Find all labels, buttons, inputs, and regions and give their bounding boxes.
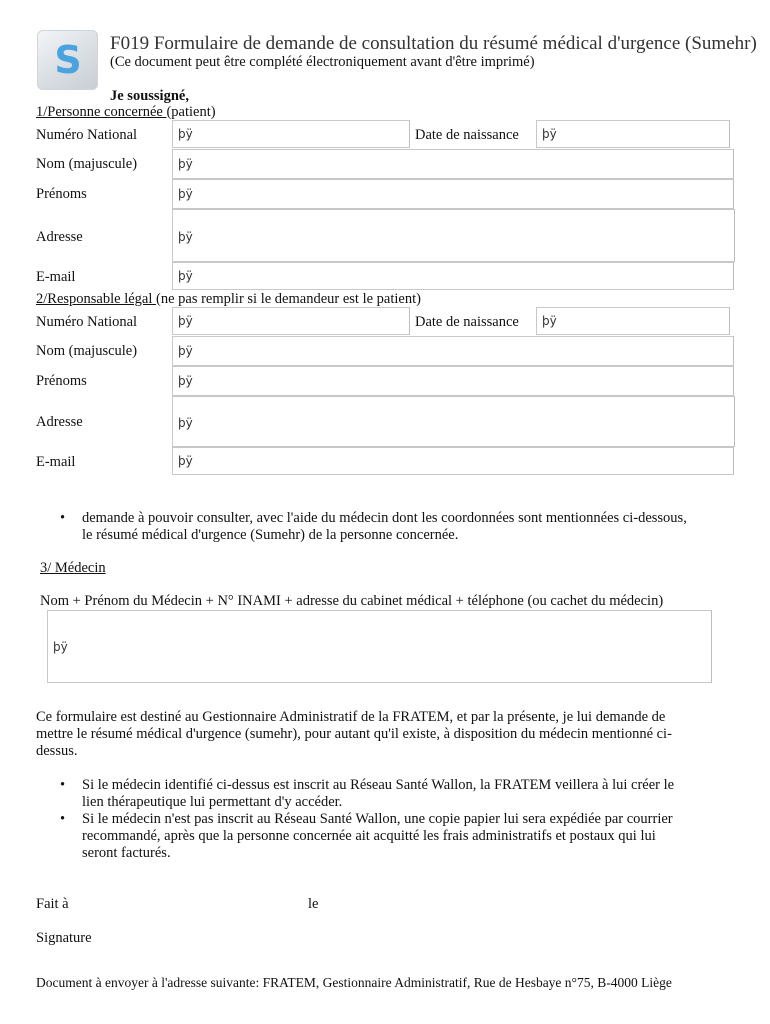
- bullet-icon: •: [60, 811, 66, 827]
- s2-firstnames-label: Prénoms: [36, 373, 87, 389]
- s1-address-label: Adresse: [36, 229, 83, 245]
- s2-email-field[interactable]: þÿ: [172, 447, 734, 475]
- doctor-field[interactable]: þÿ: [47, 610, 712, 683]
- section1-heading: 1/Personne concernée (patient): [36, 104, 216, 120]
- s2-firstnames-field[interactable]: þÿ: [172, 366, 734, 396]
- intro-text: Je soussigné,: [110, 88, 189, 104]
- s1-firstnames-field[interactable]: þÿ: [172, 179, 734, 209]
- doctor-label: Nom + Prénom du Médecin + N° INAMI + adresse du cabinet médical + téléphone (ou cachet du médecin): [40, 593, 664, 609]
- s2-email-label: E-mail: [36, 454, 76, 470]
- list-item: • Si le médecin n'est pas inscrit au Réseau Santé Wallon, une copie papier lui sera expédiée par courrier recommandé, après que la personne concernée ait acquitté les frais administratifs et postaux qui lui seront facturés.: [60, 811, 673, 861]
- s2-name-label: Nom (majuscule): [36, 343, 138, 359]
- list-item: • demande à pouvoir consulter, avec l'aide du médecin dont les coordonnées sont mentionnées ci-dessous, le résumé médical d'urgence (Sumehr) de la personne concernée.: [60, 510, 687, 543]
- s2-name-field[interactable]: þÿ: [172, 336, 734, 366]
- s2-address-label: Adresse: [36, 414, 83, 430]
- place-label: Fait à: [36, 896, 69, 912]
- section3-heading: 3/ Médecin: [40, 560, 106, 576]
- form-title: F019 Formulaire de demande de consultation du résumé médical d'urgence (Sumehr): [110, 33, 757, 54]
- section2-heading: 2/Responsable légal (ne pas remplir si le demandeur est le patient): [36, 291, 421, 307]
- list-item: • Si le médecin identifié ci-dessus est inscrit au Réseau Santé Wallon, la FRATEM veillera à lui créer le lien thérapeutique lui permettant d'y accéder.: [60, 777, 675, 810]
- footer-address: Document à envoyer à l'adresse suivante: FRATEM, Gestionnaire Administratif, Rue de Hesbaye n°75, B-4000 Liège: [36, 975, 672, 990]
- conditions-list: [36, 777, 756, 862]
- date-label: le: [308, 896, 319, 912]
- s1-birth-field[interactable]: þÿ: [536, 120, 730, 148]
- s1-name-label: Nom (majuscule): [36, 156, 138, 172]
- s1-birth-label: Date de naissance: [415, 127, 519, 143]
- s1-email-field[interactable]: þÿ: [172, 262, 734, 290]
- signature-label: Signature: [36, 930, 92, 946]
- purpose-paragraph: Ce formulaire est destiné au Gestionnaire Administratif de la FRATEM, et par la présente, je lui demande de mettre le résumé médical d'urgence (sumehr), pour autant qu'il existe, à disposition du médecin mentionné ci- dessus.: [36, 709, 672, 759]
- s2-national-label: Numéro National: [36, 314, 138, 330]
- logo-letter: S: [54, 38, 82, 82]
- s1-national-field[interactable]: þÿ: [172, 120, 410, 148]
- s1-national-label: Numéro National: [36, 127, 138, 143]
- s1-firstnames-label: Prénoms: [36, 186, 87, 202]
- s1-email-label: E-mail: [36, 269, 76, 285]
- form-subtitle: (Ce document peut être complété électroniquement avant d'être imprimé): [110, 54, 535, 70]
- request-bullet: [36, 510, 756, 544]
- s2-birth-label: Date de naissance: [415, 314, 519, 330]
- s2-birth-field[interactable]: þÿ: [536, 307, 730, 335]
- sumehr-logo: [37, 30, 98, 90]
- s2-address-field[interactable]: þÿ: [172, 396, 735, 447]
- bullet-icon: •: [60, 777, 66, 793]
- bullet-icon: •: [60, 510, 66, 526]
- s1-address-field[interactable]: þÿ: [172, 209, 735, 262]
- s1-name-field[interactable]: þÿ: [172, 149, 734, 179]
- s2-national-field[interactable]: þÿ: [172, 307, 410, 335]
